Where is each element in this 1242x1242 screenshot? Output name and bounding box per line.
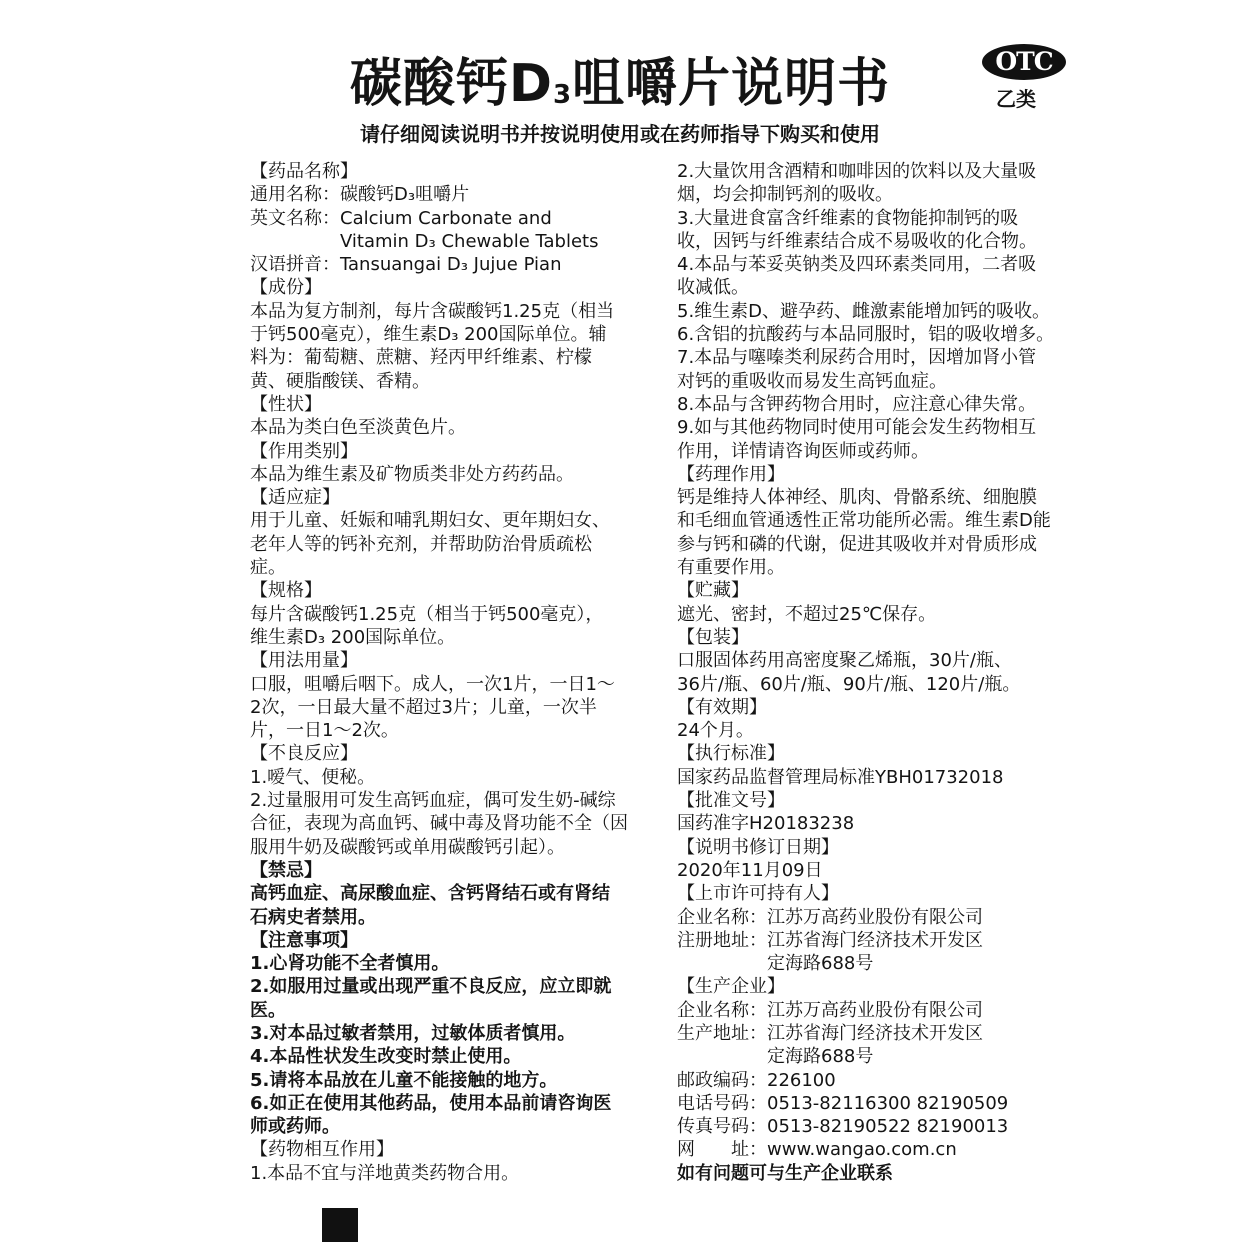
- right-column-line: 口服固体药用高密度聚乙烯瓶，30片/瓶、: [677, 650, 1012, 672]
- left-column-line: 合征，表现为高血钙、碱中毒及肾功能不全（因: [250, 813, 628, 835]
- right-column-line: 【说明书修订日期】: [677, 836, 839, 858]
- right-column-line: 3.大量进食富含纤维素的食物能抑制钙的吸: [677, 207, 1019, 229]
- right-column-line: 6.含铝的抗酸药与本品同服时，铝的吸收增多。: [677, 324, 1055, 346]
- right-column-line: 企业名称：江苏万高药业股份有限公司: [677, 906, 983, 928]
- black-marker-block: [322, 1208, 358, 1242]
- left-column-line: 【用法用量】: [250, 650, 358, 672]
- right-column-line: 钙是维持人体神经、肌肉、骨骼系统、细胞膜: [677, 487, 1037, 509]
- left-column-line: 本品为维生素及矿物质类非处方药药品。: [250, 463, 574, 485]
- left-column-line: 【不良反应】: [250, 743, 358, 765]
- otc-class-label: 乙类: [996, 87, 1036, 111]
- otc-badge: OTC: [982, 44, 1066, 80]
- right-column-line: 4.本品与苯妥英钠类及四环素类同用，二者吸: [677, 254, 1037, 276]
- left-column-line: 3.对本品过敏者禁用，过敏体质者慎用。: [250, 1022, 576, 1044]
- left-column-line: 【禁忌】: [250, 859, 322, 881]
- right-column: [677, 160, 1077, 1185]
- right-column-line: 定海路688号: [677, 1046, 874, 1068]
- left-column-line: 1.本品不宜与洋地黄类药物合用。: [250, 1162, 520, 1184]
- left-column-line: 6.如正在使用其他药品，使用本品前请咨询医: [250, 1092, 612, 1114]
- right-column-line: 24个月。: [677, 720, 754, 742]
- left-column-line: 2.如服用过量或出现严重不良反应，应立即就: [250, 976, 612, 998]
- right-column-line: 传真号码：0513-82190522 82190013: [677, 1116, 1009, 1138]
- left-column-line: 每片含碳酸钙1.25克（相当于钙500毫克），: [250, 603, 604, 625]
- left-column-line: 高钙血症、高尿酸血症、含钙肾结石或有肾结: [250, 883, 610, 905]
- left-column-line: 【注意事项】: [250, 929, 358, 951]
- left-column-line: 4.本品性状发生改变时禁止使用。: [250, 1046, 522, 1068]
- right-column-line: 2.大量饮用含酒精和咖啡因的饮料以及大量吸: [677, 161, 1037, 182]
- left-column-line: 症。: [250, 557, 286, 579]
- left-column-line: 【性状】: [250, 393, 322, 415]
- right-column-line: 7.本品与噻嗪类利尿药合用时，因增加肾小管: [677, 347, 1037, 369]
- right-column-line: 36片/瓶、60片/瓶、90片/瓶、120片/瓶。: [677, 673, 1021, 695]
- right-column-line: 国家药品监督管理局标准YBH01732018: [677, 766, 1004, 788]
- right-column-line: 和毛细血管通透性正常功能所必需。维生素D能: [677, 510, 1051, 532]
- left-column-line: 料为：葡萄糖、蔗糖、羟丙甲纤维素、柠檬: [250, 347, 592, 369]
- left-column-line: 【药物相互作用】: [250, 1139, 394, 1161]
- subtitle-notice: 请仔细阅读说明书并按说明使用或在药师指导下购买和使用: [360, 122, 880, 146]
- right-column-line: 【执行标准】: [677, 743, 785, 765]
- right-column-line: 【生产企业】: [677, 976, 785, 998]
- right-column-line: 生产地址：江苏省海门经济技术开发区: [677, 1022, 983, 1044]
- right-column-line: 企业名称：江苏万高药业股份有限公司: [677, 999, 983, 1021]
- right-column-line: 电话号码：0513-82116300 82190509: [677, 1092, 1009, 1114]
- right-column-line: 【药理作用】: [677, 463, 785, 485]
- left-column: [250, 160, 670, 1185]
- right-column-line: 网 址：www.wangao.com.cn: [677, 1139, 957, 1161]
- left-column-line: 本品为复方制剂，每片含碳酸钙1.25克（相当: [250, 300, 615, 322]
- right-column-line: 烟，均会抑制钙剂的吸收。: [677, 184, 893, 206]
- left-column-line: 【药品名称】: [250, 161, 358, 182]
- right-column-line: 收，因钙与纤维素结合成不易吸收的化合物。: [677, 230, 1037, 252]
- left-column-line: 师或药师。: [250, 1116, 340, 1138]
- left-column-line: 本品为类白色至淡黄色片。: [250, 417, 466, 439]
- right-column-line: 收减低。: [677, 277, 749, 299]
- left-column-line: 2.过量服用可发生高钙血症，偶可发生奶-碱综: [250, 790, 616, 812]
- left-column-line: 用于儿童、妊娠和哺乳期妇女、更年期妇女、: [250, 510, 610, 532]
- left-column-line: 口服，咀嚼后咽下。成人，一次1片，一日1～: [250, 673, 615, 695]
- left-column-line: 片，一日1～2次。: [250, 720, 399, 742]
- left-column-line: 老年人等的钙补充剂，并帮助防治骨质疏松: [250, 533, 592, 555]
- right-column-line: 【包装】: [677, 626, 749, 648]
- right-column-line: 【批准文号】: [677, 790, 785, 812]
- left-column-line: 英文名称：Calcium Carbonate and: [250, 207, 552, 229]
- right-column-line: 【贮藏】: [677, 580, 749, 602]
- right-column-line: 参与钙和磷的代谢，促进其吸收并对骨质形成: [677, 533, 1037, 555]
- right-column-line: 【上市许可持有人】: [677, 883, 839, 905]
- right-column-line: 【有效期】: [677, 696, 767, 718]
- left-column-line: 医。: [250, 999, 286, 1021]
- right-column-line: 5.维生素D、避孕药、雌激素能增加钙的吸收。: [677, 300, 1051, 322]
- left-column-line: 汉语拼音：Tansuangai D₃ Jujue Pian: [250, 254, 562, 276]
- left-column-line: 石病史者禁用。: [250, 906, 376, 928]
- left-column-line: 【作用类别】: [250, 440, 358, 462]
- left-column-line: Vitamin D₃ Chewable Tablets: [250, 230, 599, 252]
- left-column-line: 2次，一日最大量不超过3片；儿童，一次半: [250, 696, 597, 718]
- left-column-line: 服用牛奶及碳酸钙或单用碳酸钙引起）。: [250, 836, 565, 858]
- right-column-line: 作用，详情请咨询医师或药师。: [677, 440, 929, 462]
- right-column-line: 9.如与其他药物同时使用可能会发生药物相互: [677, 417, 1037, 439]
- right-column-line: 邮政编码：226100: [677, 1069, 836, 1091]
- left-column-line: 1.心肾功能不全者慎用。: [250, 953, 450, 975]
- left-column-line: 黄、硬脂酸镁、香精。: [250, 370, 430, 392]
- right-column-line: 对钙的重吸收而易发生高钙血症。: [677, 370, 947, 392]
- left-column-line: 【成份】: [250, 277, 322, 299]
- right-column-line: 遮光、密封，不超过25℃保存。: [677, 603, 937, 625]
- left-column-line: 1.嗳气、便秘。: [250, 766, 376, 788]
- right-column-line: 国药准字H20183238: [677, 813, 855, 835]
- left-column-line: 【适应症】: [250, 487, 340, 509]
- right-column-line: 8.本品与含钾药物合用时，应注意心律失常。: [677, 393, 1037, 415]
- left-column-line: 【规格】: [250, 580, 322, 602]
- right-column-line: 有重要作用。: [677, 557, 785, 579]
- right-column-line: 定海路688号: [677, 953, 874, 975]
- right-column-line: 2020年11月09日: [677, 859, 823, 881]
- left-column-line: 于钙500毫克），维生素D₃ 200国际单位。辅: [250, 324, 607, 346]
- left-column-line: 维生素D₃ 200国际单位。: [250, 626, 456, 648]
- right-column-line: 如有问题可与生产企业联系: [677, 1162, 893, 1184]
- left-column-line: 通用名称：碳酸钙D₃咀嚼片: [250, 184, 470, 206]
- left-column-line: 5.请将本品放在儿童不能接触的地方。: [250, 1069, 558, 1091]
- right-column-line: 注册地址：江苏省海门经济技术开发区: [677, 929, 983, 951]
- document-title: 碳酸钙$D_3$咀嚼片说明书: [349, 54, 891, 114]
